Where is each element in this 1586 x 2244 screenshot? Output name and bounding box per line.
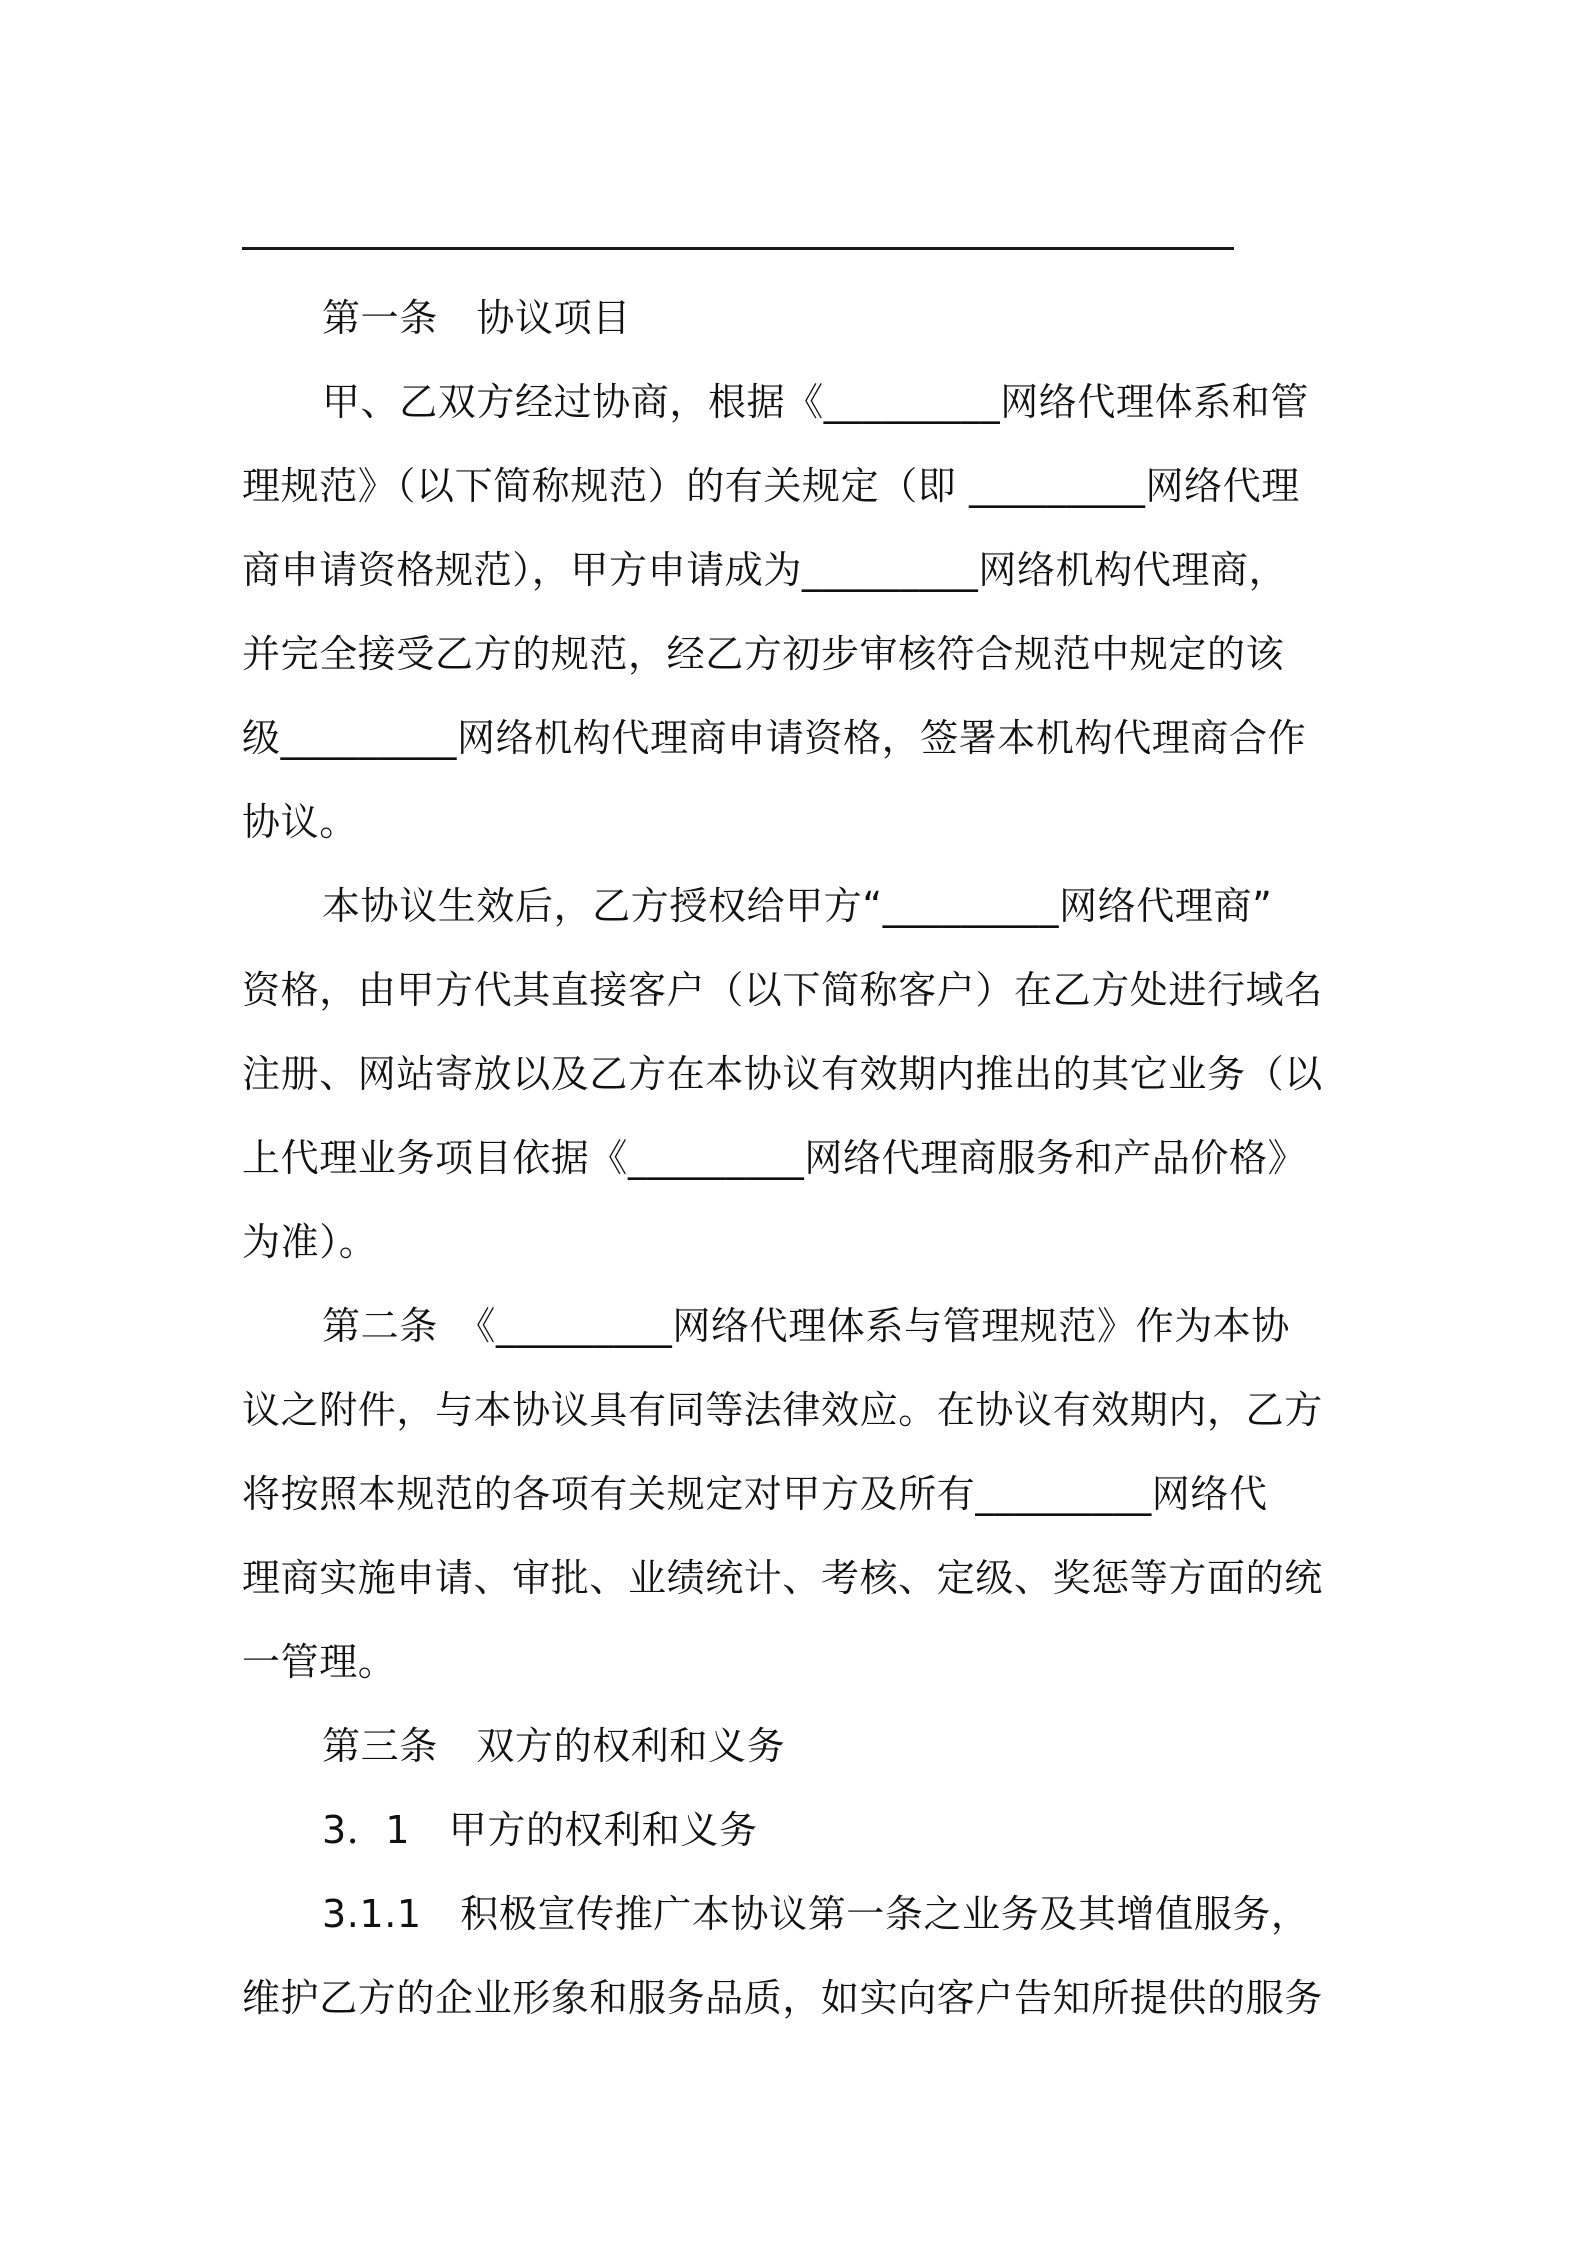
article-3-heading: 第三条 双方的权利和义务 — [322, 1724, 786, 1768]
paragraph-line: 一管理。 — [242, 1640, 397, 1684]
paragraph-line: 理规范》（以下简称规范）的有关规定（即 _________网络代理 — [242, 464, 1300, 508]
paragraph-line: 将按照本规范的各项有关规定对甲方及所有_________网络代 — [242, 1472, 1268, 1516]
paragraph-line: 为准）。 — [242, 1220, 378, 1264]
paragraph-line: 本协议生效后，乙方授权给甲方“_________网络代理商” — [322, 884, 1273, 928]
paragraph-line: 级_________网络机构代理商申请资格，签署本机构代理商合作 — [242, 716, 1307, 760]
paragraph-line: 上代理业务项目依据《_________网络代理商服务和产品价格》 — [242, 1136, 1307, 1180]
paragraph-line: 议之附件，与本协议具有同等法律效应。在协议有效期内，乙方 — [242, 1388, 1323, 1432]
clause-3-1-1-line: 3.1.1 积极宣传推广本协议第一条之业务及其增值服务， — [322, 1892, 1310, 1936]
article-2-line: 第二条 《_________网络代理体系与管理规范》作为本协 — [322, 1304, 1291, 1348]
section-3-1-heading: 3．1 甲方的权利和义务 — [322, 1808, 758, 1852]
paragraph-line: 注册、网站寄放以及乙方在本协议有效期内推出的其它业务（以 — [242, 1052, 1323, 1096]
paragraph-line: 理商实施申请、审批、业绩统计、考核、定级、奖惩等方面的统 — [242, 1556, 1323, 1600]
paragraph-line: 维护乙方的企业形象和服务品质，如实向客户告知所提供的服务 — [242, 1976, 1323, 2020]
paragraph-line: 资格，由甲方代其直接客户（以下简称客户）在乙方处进行域名 — [242, 968, 1323, 1012]
paragraph-line: 协议。 — [242, 800, 358, 844]
paragraph-line: 并完全接受乙方的规范，经乙方初步审核符合规范中规定的该 — [242, 632, 1285, 676]
paragraph-line: 商申请资格规范），甲方申请成为_________网络机构代理商， — [242, 548, 1288, 592]
top-rule-line — [242, 247, 1234, 250]
document-body — [242, 276, 1357, 2040]
article-1-heading: 第一条 协议项目 — [322, 296, 631, 340]
paragraph-line: 甲、乙双方经过协商，根据《_________网络代理体系和管 — [322, 380, 1310, 424]
